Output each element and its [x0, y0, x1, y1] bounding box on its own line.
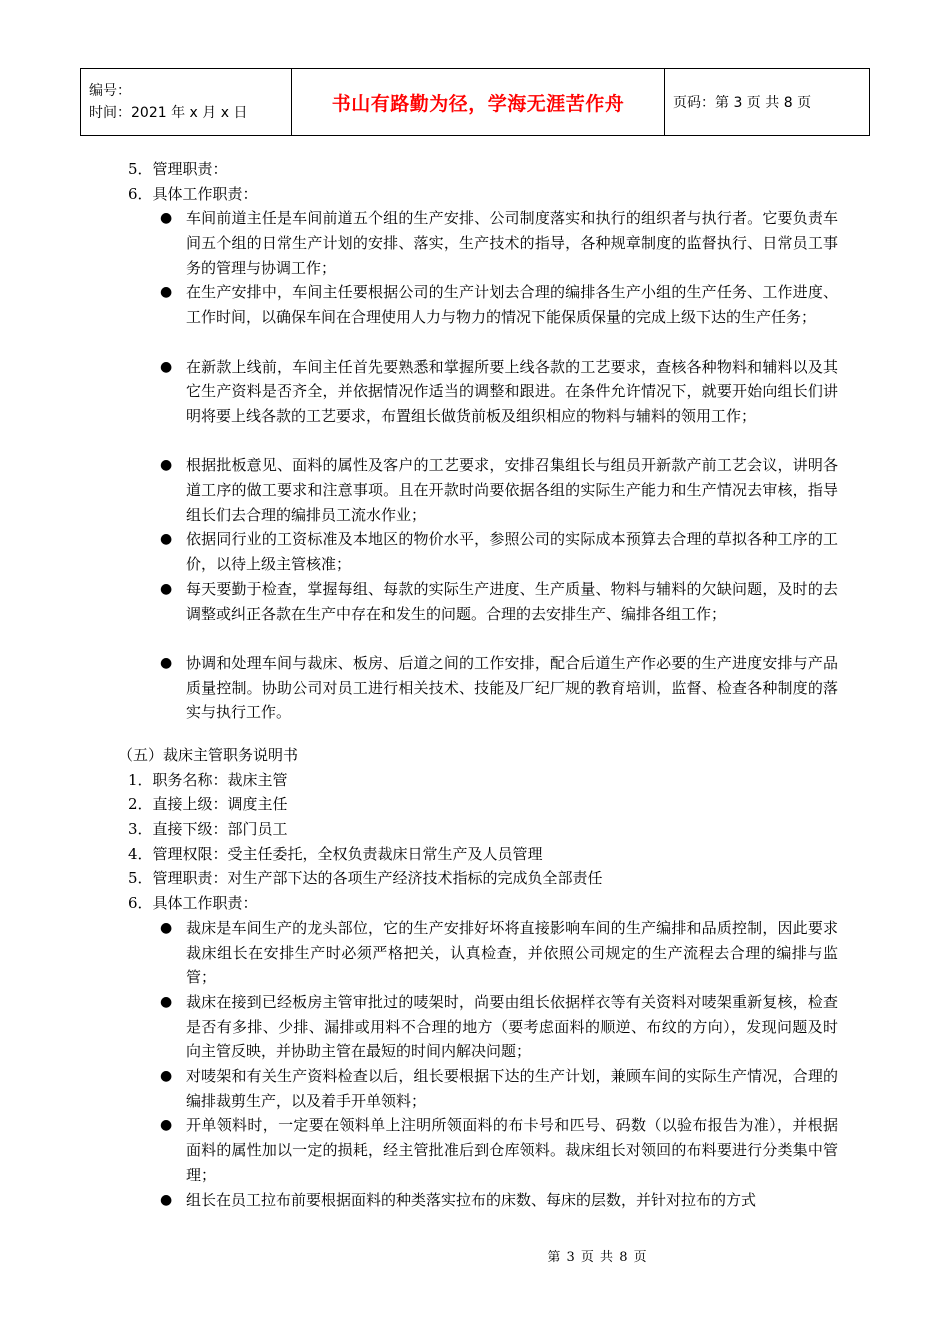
bullet-item — [0, 990, 838, 1064]
bullet-icon: ● — [160, 1191, 173, 1208]
bullet-item — [0, 453, 838, 527]
bullet-icon: ● — [160, 1117, 173, 1134]
header-motto: 书山有路勤为径，学海无涯苦作舟 — [292, 69, 665, 136]
bullet-item — [0, 206, 838, 280]
bullet-icon: ● — [160, 284, 173, 301]
header-page-label: 页码：第 3 页 共 8 页 — [665, 69, 870, 136]
bullet-item — [0, 280, 838, 354]
list-item: 6．具体工作职责： — [128, 184, 258, 203]
bullet-icon: ● — [160, 358, 173, 375]
bullet-icon: ● — [160, 531, 173, 548]
list-item: 3．直接下级：部门员工 — [128, 820, 288, 839]
bullet-item — [0, 651, 838, 725]
bullet-item — [0, 527, 838, 576]
bullet-icon: ● — [160, 210, 173, 227]
bullet-text: 裁床在接到已经板房主管审批过的唛架时，尚要由组长依据样衣等有关资料对唛架重新复核，检查是否有多排、少排、漏排或用料不合理的地方（要考虑面料的顺逆、布纹的方向），发现问题及时向主管反映，并协助主管在最短的时间内解决问题； — [186, 992, 838, 1061]
list-item: 5．管理职责： — [128, 160, 228, 178]
bullet-icon: ● — [160, 993, 173, 1010]
list-item: 4．管理权限：受主任委托，全权负责裁床日常生产及人员管理 — [128, 844, 543, 863]
bullet-text: 在新款上线前，车间主任首先要熟悉和掌握所要上线各款的工艺要求，查核各种物料和辅料以及其它生产资料是否齐全，并依据情况作适当的调整和跟进。在条件允许情况下，就要开始向组长们讲明将要上线各款的工艺要求，布置组长做货前板及组织相应的物料与辅料的领用工作； — [186, 357, 838, 425]
bullet-item — [0, 916, 838, 990]
bullet-item — [0, 577, 838, 651]
page-footer: 第 3 页 共 8 页 — [547, 1250, 648, 1265]
bullet-icon: ● — [160, 654, 173, 671]
bullet-text: 组长在员工拉布前要根据面料的种类落实拉布的床数、每床的层数，并针对拉布的方式 — [186, 1190, 757, 1209]
bullet-text: 每天要勤于检查，掌握每组、每款的实际生产进度、生产质量、物料与辅料的欠缺问题，及时的去调整或纠正各款在生产中存在和发生的问题。合理的去安排生产、编排各组工作； — [186, 579, 838, 623]
bullet-icon: ● — [160, 457, 173, 474]
bullet-item — [0, 1188, 838, 1213]
list-item: 5．管理职责：对生产部下达的各项生产经济技术指标的完成负全部责任 — [128, 869, 603, 888]
time-label: 时间：2021 年 x 月 x 日 — [89, 105, 248, 121]
document-header — [80, 68, 870, 136]
bullet-text: 开单领料时，一定要在领料单上注明所领面料的布卡号和匹号、码数（以验布报告为准），并根据面料的属性加以一定的损耗，经主管批准后到仓库领料。裁床组长对领回的布料要进行分类集中管理； — [186, 1116, 838, 1184]
bullet-item — [0, 1113, 838, 1187]
bullet-item — [0, 355, 838, 454]
bullet-text: 车间前道主任是车间前道五个组的生产安排、公司制度落实和执行的组织者与执行者。它要负责车间五个组的日常生产计划的安排、落实，生产技术的指导，各种规章制度的监督执行、日常员工事务的管理与协调工作； — [186, 209, 838, 277]
bullet-item — [0, 1064, 838, 1113]
bullet-text: 协调和处理车间与裁床、板房、后道之间的工作安排，配合后道生产作必要的生产进度安排与产品质量控制。协助公司对员工进行相关技术、技能及厂纪厂规的教育培训，监督、检查各种制度的落实与执行工作。 — [186, 653, 838, 722]
bullet-icon: ● — [160, 919, 173, 936]
bullet-text: 对唛架和有关生产资料检查以后，组长要根据下达的生产计划，兼顾车间的实际生产情况，合理的编排裁剪生产，以及着手开单领料； — [186, 1067, 838, 1110]
list-item: 2．直接上级：调度主任 — [128, 795, 288, 814]
bullet-text: 裁床是车间生产的龙头部位，它的生产安排好坏将直接影响车间的生产编排和品质控制，因此要求裁床组长在安排生产时必须严格把关，认真检查，并依照公司规定的生产流程去合理的编排与监管； — [186, 918, 838, 987]
header-meta — [81, 69, 292, 136]
bullet-icon: ● — [160, 580, 173, 597]
bullet-text: 依据同行业的工资标准及本地区的物价水平，参照公司的实际成本预算去合理的草拟各种工序的工价，以待上级主管核准； — [186, 530, 838, 574]
list-item: 1．职务名称：裁床主管 — [128, 770, 288, 789]
section-spacer — [0, 725, 950, 743]
bullet-text: 根据批板意见、面料的属性及客户的工艺要求，安排召集组长与组员开新款产前工艺会议，讲明各道工序的做工要求和注意事项。且在开款时尚要依据各组的实际生产能力和生产情况去审核，指导组长们去合理的编排员工流水作业； — [186, 456, 838, 524]
bullet-icon: ● — [160, 1068, 173, 1085]
list-item: 6．具体工作职责： — [128, 894, 258, 913]
document-body — [0, 157, 950, 1212]
section-title: （五）裁床主管职务说明书 — [118, 746, 299, 765]
bullet-text: 在生产安排中，车间主任要根据公司的生产计划去合理的编排各生产小组的生产任务、工作进度、工作时间，以确保车间在合理使用人力与物力的情况下能保质保量的完成上级下达的生产任务； — [186, 283, 838, 327]
number-label: 编号： — [89, 83, 131, 99]
